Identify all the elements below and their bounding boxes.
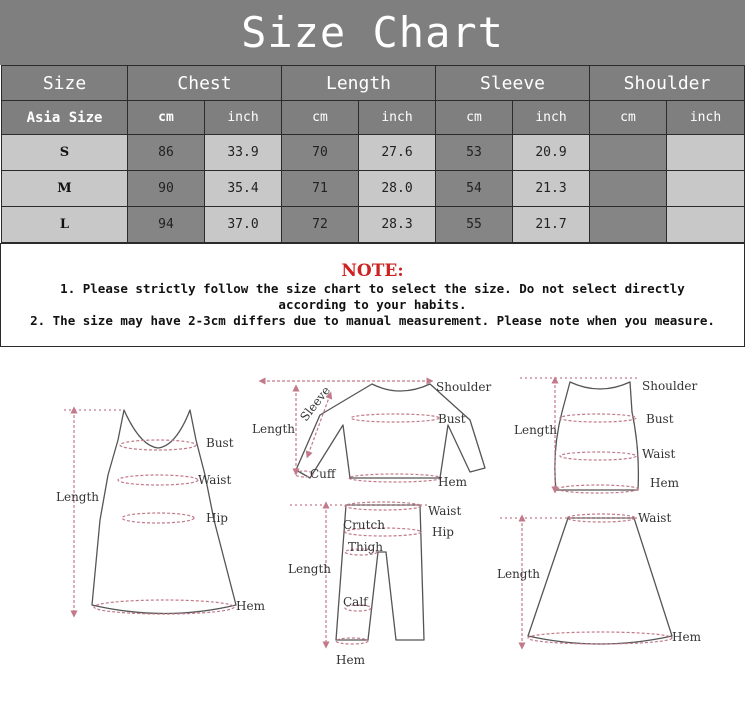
subheader-shoulder-cm: cm — [590, 101, 667, 135]
table-subheader-row — [2, 101, 745, 135]
shoulder-cm-cell — [590, 207, 667, 243]
sleeve-inch-cell: 21.7 — [513, 207, 590, 243]
header-sleeve: Sleeve — [436, 66, 590, 101]
table-row — [2, 171, 745, 207]
dress-hip-label: Hip — [206, 511, 228, 525]
skirt-length-label: Length — [497, 567, 541, 581]
vest-hem-label: Hem — [650, 476, 679, 490]
sleeve-cm-cell: 54 — [436, 171, 513, 207]
shoulder-inch-cell — [667, 171, 745, 207]
chest-cm-cell: 86 — [128, 135, 205, 171]
top-bust-label: Bust — [438, 412, 466, 426]
chest-cm-cell: 94 — [128, 207, 205, 243]
header-shoulder: Shoulder — [590, 66, 745, 101]
shoulder-inch-cell — [667, 135, 745, 171]
top-hem-label: Hem — [438, 475, 467, 489]
shoulder-inch-cell — [667, 207, 745, 243]
vest-length-label: Length — [514, 423, 558, 437]
shoulder-cm-cell — [590, 171, 667, 207]
header-size: Size — [2, 66, 128, 101]
top-cuff-label: Cuff — [310, 467, 336, 481]
top-shoulder-label: Shoulder — [436, 380, 492, 394]
shoulder-cm-cell — [590, 135, 667, 171]
subheader-length-inch: inch — [359, 101, 436, 135]
table-row — [2, 135, 745, 171]
note-line-2: 2. The size may have 2-3cm differs due to manual measurement. Please note when you measure. — [30, 313, 715, 328]
table-header-row — [2, 66, 745, 101]
size-cell: M — [2, 171, 128, 207]
length-inch-cell: 28.3 — [359, 207, 436, 243]
dress-bust-label: Bust — [206, 436, 234, 450]
vest-shoulder-label: Shoulder — [642, 379, 698, 393]
vest-outline — [555, 382, 639, 490]
length-cm-cell: 72 — [282, 207, 359, 243]
length-inch-cell: 27.6 — [359, 135, 436, 171]
skirt-waist-label: Waist — [638, 511, 672, 525]
pants-length-label: Length — [288, 562, 332, 576]
pants-hem-label: Hem — [336, 653, 365, 667]
sleeve-inch-cell: 21.3 — [513, 171, 590, 207]
subheader-chest-inch: inch — [205, 101, 282, 135]
note-line-1-continued: according to your habits. — [278, 297, 467, 312]
note-line-1: 1. Please strictly follow the size chart to select the size. Do not select directly — [60, 281, 685, 296]
size-cell: S — [2, 135, 128, 171]
chest-inch-cell: 35.4 — [205, 171, 282, 207]
note-title: NOTE: — [341, 261, 404, 281]
subheader-shoulder-inch: inch — [667, 101, 745, 135]
measurement-diagrams — [0, 347, 745, 703]
sleeve-inch-cell: 20.9 — [513, 135, 590, 171]
pants-crutch-label: Crutch — [343, 518, 385, 532]
size-table — [1, 65, 745, 243]
vest-bust-label: Bust — [646, 412, 674, 426]
diagrams-svg — [0, 347, 745, 703]
length-cm-cell: 71 — [282, 171, 359, 207]
length-cm-cell: 70 — [282, 135, 359, 171]
dress-hem-label: Hem — [236, 599, 265, 613]
subheader-sleeve-cm: cm — [436, 101, 513, 135]
size-chart-title: Size Chart — [0, 0, 745, 65]
skirt-hem-label: Hem — [672, 630, 701, 644]
dress-waist-label: Waist — [198, 473, 232, 487]
skirt-outline — [528, 518, 672, 644]
top-length-label: Length — [252, 422, 296, 436]
sleeve-cm-cell: 55 — [436, 207, 513, 243]
sleeve-cm-cell: 53 — [436, 135, 513, 171]
pants-thigh-label: Thigh — [348, 540, 383, 554]
table-row — [2, 207, 745, 243]
dress-length-label: Length — [56, 490, 100, 504]
size-cell: L — [2, 207, 128, 243]
top-sleeve-label: Sleeve — [297, 383, 334, 424]
chest-cm-cell: 90 — [128, 171, 205, 207]
vest-waist-label: Waist — [642, 447, 676, 461]
length-inch-cell: 28.0 — [359, 171, 436, 207]
subheader-asia-size: Asia Size — [2, 101, 128, 135]
header-chest: Chest — [128, 66, 282, 101]
chest-inch-cell: 33.9 — [205, 135, 282, 171]
pants-hip-label: Hip — [432, 525, 454, 539]
subheader-sleeve-inch: inch — [513, 101, 590, 135]
pants-calf-label: Calf — [343, 595, 368, 609]
note-box — [0, 243, 745, 347]
header-length: Length — [282, 66, 436, 101]
pants-waist-label: Waist — [428, 504, 462, 518]
chest-inch-cell: 37.0 — [205, 207, 282, 243]
subheader-chest-cm: cm — [128, 101, 205, 135]
subheader-length-cm: cm — [282, 101, 359, 135]
